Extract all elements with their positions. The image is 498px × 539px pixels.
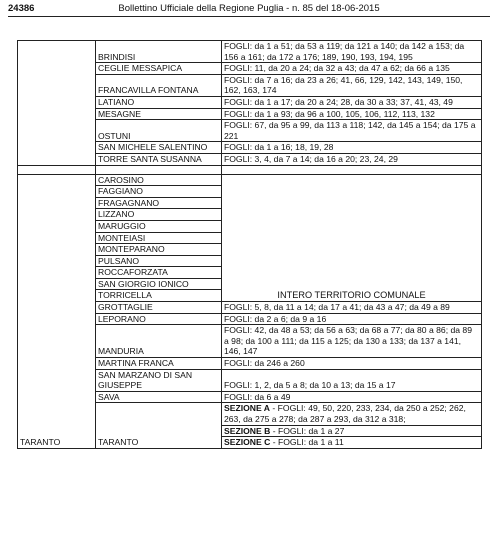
fogli-cell: FOGLI: 11, da 20 a 24; da 32 a 43; da 47 a 62; da 66 a 135 [222,63,482,75]
comune-cell: MESAGNE [96,108,222,120]
sezione-a-cell [222,403,482,425]
fogli-cell: FOGLI: da 2 a 6; da 9 a 16 [222,313,482,325]
fogli-cell: FOGLI: 67, da 95 a 99, da 113 a 118; 142, da 145 a 154; da 175 a 221 [222,120,482,142]
comune-cell: CEGLIE MESSAPICA [96,63,222,75]
sezione-label: SEZIONE A [224,403,270,414]
sezione-fogli: - FOGLI: da 1 a 27 [270,425,345,436]
comune-cell: ROCCAFORZATA [96,267,222,279]
comune-cell: TORRE SANTA SUSANNA [96,153,222,165]
sezione-fogli: - FOGLI: 49, 50, 220, 233, 234, da 250 a 252; 262, 263, da 275 a 278; da 287 a 293, da 312 a 318; [224,403,466,424]
comune-cell: OSTUNI [96,120,222,142]
comune-cell: MARTINA FRANCA [96,358,222,370]
comune-cell: FAGGIANO [96,186,222,198]
comune-cell: PULSANO [96,255,222,267]
fogli-cell: FOGLI: 3, 4, da 7 a 14; da 16 a 20; 23, 24, 29 [222,153,482,165]
comune-cell: SAN GIORGIO IONICO [96,278,222,290]
comune-cell: MONTEIASI [96,232,222,244]
sezione-b-cell [222,425,482,437]
comune-cell: GROTTAGLIE [96,302,222,314]
sezione-label: SEZIONE B [224,425,271,436]
fogli-cell: FOGLI: da 1 a 51; da 53 a 119; da 121 a 140; da 142 a 153; da 156 a 161; da 172 a 176; 189, 190, 193, 194, 195 [222,41,482,63]
fogli-cell: FOGLI: da 7 a 16; da 23 a 26; 41, 66, 129, 142, 143, 149, 150, 162, 163, 174 [222,74,482,96]
fogli-cell: FOGLI: da 1 a 17; da 20 a 24; 28, da 30 a 33; 37, 41, 43, 49 [222,96,482,108]
fogli-cell: FOGLI: 5, 8, da 11 a 14; da 17 a 41; da 43 a 47; da 49 a 89 [222,302,482,314]
comune-cell: SAVA [96,391,222,403]
table-row [18,41,482,63]
comune-cell: FRAGAGNANO [96,197,222,209]
comune-cell: FRANCAVILLA FONTANA [96,74,222,96]
intero-territorio-cell: INTERO TERRITORIO COMUNALE [222,174,482,302]
table-row [18,174,482,186]
comune-cell: TORRICELLA [96,290,222,302]
comune-cell: MARUGGIO [96,220,222,232]
fogli-cell: FOGLI: da 1 a 16; 18, 19, 28 [222,142,482,154]
sezione-label: SEZIONE C [224,437,271,448]
sezione-c-cell [222,437,482,449]
header-rule [8,16,490,17]
comune-cell: MONTEPARANO [96,244,222,256]
page-number: 24386 [8,3,35,14]
fogli-cell: FOGLI: da 6 a 49 [222,391,482,403]
spacer-row [18,165,482,174]
page-header [8,2,490,15]
fogli-cell: FOGLI: 1, 2, da 5 a 8; da 10 a 13; da 15 a 17 [222,369,482,391]
fogli-cell: FOGLI: 42, da 48 a 53; da 56 a 63; da 68 a 77; da 80 a 86; da 89 a 98; da 100 a 111; da 115 a 125; da 130 a 133; da 137 a 141, 146, 147 [222,325,482,358]
comune-cell: MANDURIA [96,325,222,358]
fogli-cell: FOGLI: da 1 a 93; da 96 a 100, 105, 106, 112, 113, 132 [222,108,482,120]
bulletin-title: Bollettino Ufficiale della Regione Puglia - n. 85 del 18-06-2015 [118,3,380,14]
comune-cell: TARANTO [96,403,222,448]
comune-cell: SAN MICHELE SALENTINO [96,142,222,154]
fogli-table [17,40,482,449]
sezione-fogli: - FOGLI: da 1 a 11 [270,437,344,448]
comune-cell: LIZZANO [96,209,222,221]
comune-cell: LEPORANO [96,313,222,325]
comune-cell: CAROSINO [96,174,222,186]
comune-cell: LATIANO [96,96,222,108]
province-cell: TARANTO [18,174,96,448]
province-cell-empty [18,41,96,166]
comune-cell: BRINDISI [96,41,222,63]
comune-cell: SAN MARZANO DI SAN GIUSEPPE [96,369,222,391]
fogli-cell: FOGLI: da 246 a 260 [222,358,482,370]
